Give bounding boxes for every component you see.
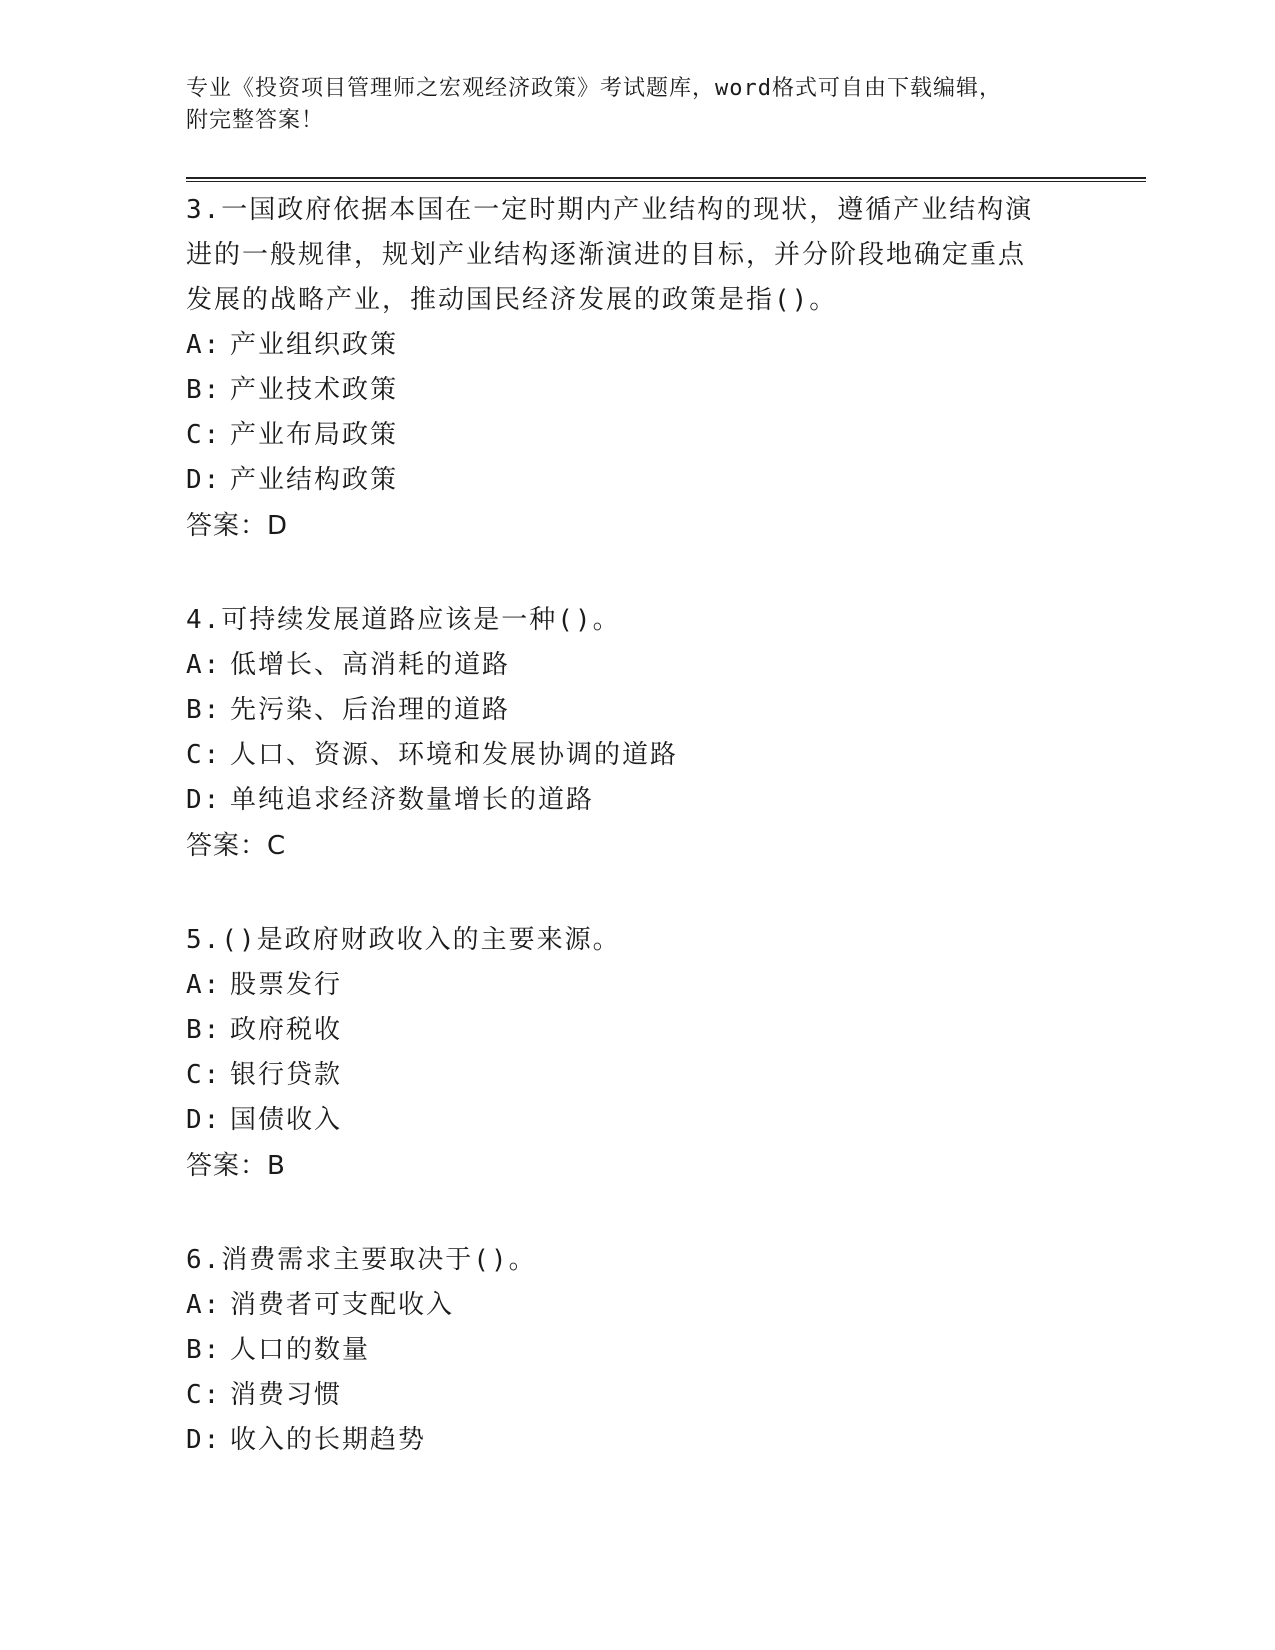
option-key: C: — [186, 1060, 222, 1090]
question-stem-line: 4.可持续发展道路应该是一种()。 — [186, 605, 621, 635]
question-stem — [186, 188, 1066, 323]
option-a — [186, 963, 1066, 1008]
option-c — [186, 1373, 1066, 1418]
question-6 — [186, 1238, 1066, 1463]
option-key: C: — [186, 740, 222, 770]
option-text: 消费习惯 — [230, 1380, 343, 1410]
question-stem-line: 3.一国政府依据本国在一定时期内产业结构的现状，遵循产业结构演 — [186, 195, 1034, 225]
option-key: D: — [186, 1425, 222, 1455]
option-a — [186, 643, 1066, 688]
option-key: D: — [186, 465, 222, 495]
option-a — [186, 1283, 1066, 1328]
question-stem-line: 进的一般规律，规划产业结构逐渐演进的目标，并分阶段地确定重点 — [186, 240, 1027, 270]
option-key: D: — [186, 785, 222, 815]
header-line-1: 专业《投资项目管理师之宏观经济政策》考试题库，word格式可自由下载编辑， — [186, 76, 1002, 101]
option-key: B: — [186, 1015, 222, 1045]
option-key: D: — [186, 1105, 222, 1135]
option-key: A: — [186, 330, 222, 360]
question-stem-line: 5.()是政府财政收入的主要来源。 — [186, 925, 621, 955]
option-key: C: — [186, 1380, 222, 1410]
answer-label: 答案：D — [186, 511, 289, 541]
option-d — [186, 1418, 1066, 1463]
question-5 — [186, 918, 1066, 1189]
option-text: 先污染、后治理的道路 — [230, 695, 511, 725]
option-d — [186, 778, 1066, 823]
option-key: A: — [186, 970, 222, 1000]
option-text: 产业组织政策 — [230, 330, 399, 360]
option-d — [186, 458, 1066, 503]
document-header — [186, 73, 1066, 137]
question-stem — [186, 918, 1066, 963]
option-text: 收入的长期趋势 — [230, 1425, 427, 1455]
option-b — [186, 368, 1066, 413]
option-text: 消费者可支配收入 — [230, 1290, 455, 1320]
header-line-2: 附完整答案！ — [186, 108, 325, 133]
answer-label: 答案：C — [186, 831, 287, 861]
answer-label: 答案：B — [186, 1151, 286, 1181]
header-divider-thick — [186, 177, 1146, 179]
option-text: 政府税收 — [230, 1015, 343, 1045]
question-stem — [186, 1238, 1066, 1283]
option-text: 产业技术政策 — [230, 375, 399, 405]
option-text: 银行贷款 — [230, 1060, 343, 1090]
question-stem — [186, 598, 1066, 643]
option-key: A: — [186, 1290, 222, 1320]
option-text: 低增长、高消耗的道路 — [230, 650, 511, 680]
option-text: 人口的数量 — [230, 1335, 371, 1365]
option-text: 股票发行 — [230, 970, 343, 1000]
option-c — [186, 733, 1066, 778]
question-3 — [186, 188, 1066, 549]
option-b — [186, 688, 1066, 733]
option-d — [186, 1098, 1066, 1143]
question-list — [186, 188, 1066, 1512]
option-b — [186, 1008, 1066, 1053]
question-stem-line: 6.消费需求主要取决于()。 — [186, 1245, 537, 1275]
option-c — [186, 413, 1066, 458]
option-key: B: — [186, 1335, 222, 1365]
option-text: 国债收入 — [230, 1105, 343, 1135]
option-key: C: — [186, 420, 222, 450]
option-key: B: — [186, 375, 222, 405]
option-text: 产业结构政策 — [230, 465, 399, 495]
option-key: A: — [186, 650, 222, 680]
option-b — [186, 1328, 1066, 1373]
option-text: 人口、资源、环境和发展协调的道路 — [230, 740, 679, 770]
header-divider-thin — [186, 181, 1146, 182]
option-key: B: — [186, 695, 222, 725]
option-a — [186, 323, 1066, 368]
question-stem-line: 发展的战略产业，推动国民经济发展的政策是指()。 — [186, 285, 838, 315]
option-c — [186, 1053, 1066, 1098]
option-text: 单纯追求经济数量增长的道路 — [230, 785, 595, 815]
question-4 — [186, 598, 1066, 869]
option-text: 产业布局政策 — [230, 420, 399, 450]
